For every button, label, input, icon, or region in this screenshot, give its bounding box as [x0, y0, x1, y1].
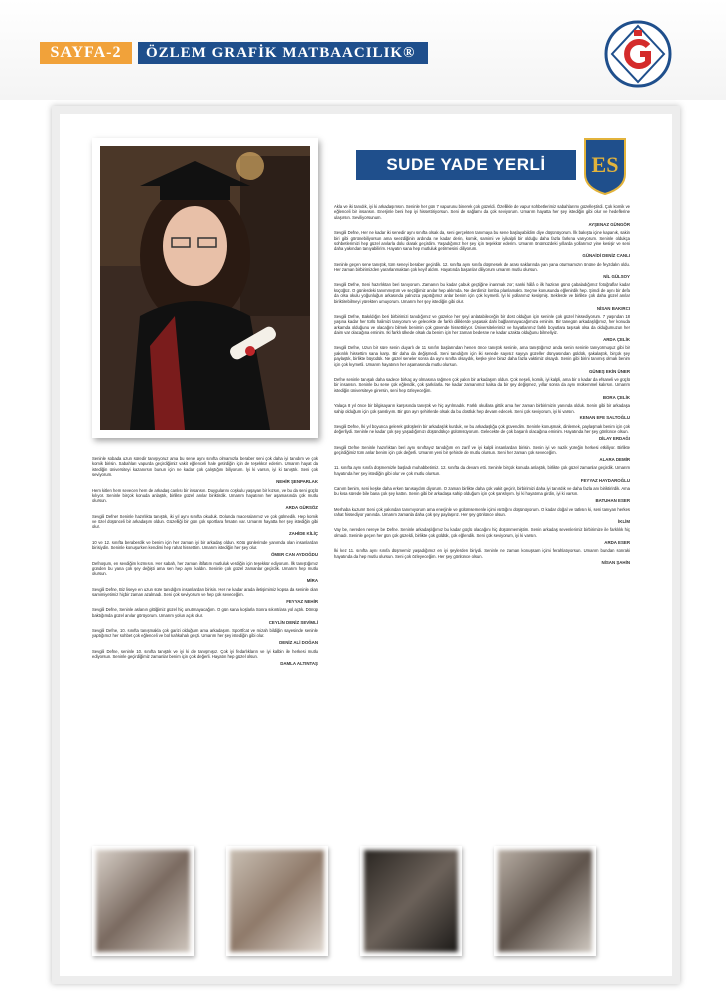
message-text: Sevgili Defne Seninle hazırlıktan beri aynı sınıftayız tanıdığım en zarif ve iyi kalpli insanlardan birisin. Senin iyi ve nazik yüreğin herkesi etkiliyor. Birlikte geçirdiğimiz tüm anlar benim için çok değerli. Umarım yeni bir şehirde de mutlu olursun. Seni her zaman çok seveceğim. — [334, 444, 630, 455]
message-signature: GÜNAİDİ DENİZ CANLI — [582, 253, 630, 259]
message-text: Sevgili Defne! Seninle hazırlıkta tanıştık, iki yıl aynı sınıfta okuduk. Dolunda maceralarımız ve çok gülmedik. Hep komik ve özel düşünceli bir arkadaşım oldun. Güzelliği bir gün çok sportlara fırsatın var. Umarım hayatta her şey istediğin gibi olur. — [92, 513, 318, 530]
messages-left-column — [92, 456, 318, 670]
message-signature: BATUHAN ESER — [595, 498, 630, 504]
brand-title: ÖZLEM GRAFİK MATBAACILIK® — [138, 42, 428, 64]
company-logo-icon — [604, 20, 672, 88]
student-photo — [92, 138, 318, 438]
message-text: Sevgili Defne, Bakıldığın beri birbirimizi tanıdığımız ve güzelce her şeyi anlatabileceğin bir dost olduğun için seninle çok güzel hissediyorum. 7 yaşından 18 yaşına kadar her türlü halimizi tanıyorum ve gelecekte de farklı diliklerde yaşasak dahi bağlanmayacağımıza eminim. Bir tanegün arkadaşlığımız, her konuda arkamda olduğunu ve olacağını bilmek benimin çok güvende hissettiriyor. Üniversitelerimiz ve hayatlarımız farklı boyutlara taşısak olsa da olduğumuzun her daim var olacağına eminim. Iki farklı ülkede olsak da benim için her zaman bedesne ne kadar uzakta olduğunu bilmeliyiz. — [334, 313, 630, 336]
message-signature: CEYLİN DENİZ SEVİMLİ — [268, 619, 318, 625]
message-text: 10 ve 12. sınıfta beraberdik ve benim için her zaman iyi bir arkadaş oldun. Kötü günlerimde yanımda olan insanlardan birisiydin. Seninle konuşurken kendimi hep rahat hissettim. Umarım istediğin her şey olur. — [92, 539, 318, 551]
message-text: Sevgili Defne, İki yıl boyunca gelerek gülüşlerin bir arkadaşlık kurduk, ve bu arkadaşlığa çok güvendim. Seninle konuşmak, dinlemek, paylaşmak benim için çok değerliydi. Seninle ne kadar çok şey yaşadığımızı düşündükçe gülümsüyorum. Gelecekte de çok başarılı olacağına eminim. Hayatında her şey gönlünce olsun. — [334, 423, 630, 435]
message-text: Yalaça 8 yıl önce bir bilgisayarın karşısında tanıştık ve hiç ayrılmadık. Farklı okullara gittik ama her zaman birbirimizin yanında olduk. Senin gibi bir arkadaşa sahip olduğum için çok şanslıyım. Bir gün ayrı şehirlerde olsak da bu dostluk hep devam edecek. Seni çok seviyorum, iyi ki varsın. — [334, 403, 630, 414]
message-signature: ALARA DEMİR — [599, 456, 630, 462]
message-signature: FEYYAZ HAYDAROĞLU — [580, 477, 630, 483]
message-text: Sevgili Defne, Biz liseye en uzun süre tanıdığım insanlardan birisin. Her ne kadar arada iletişimimiz kopsa da seninle olan samimiyetimiz hiçbir zaman azalmadı. Seni çok seviyorum ve hep çok seveceğim. — [92, 586, 318, 598]
message-signature: İKLİM — [618, 519, 630, 524]
message-text: Sevgili Defne, Uzun bir süre senin duyarlı de 11 sınıfın başlarından henen önce tanıştık seninle, ama tanıştığımız anda senin seninle tanıyormuşuz gibi bir yakınlık hissettim sana karşı. Bir daha da değişmedi. Seni tanıdığım için iki senede sayısız sayıya güzeller dünyasından güldük, şakalaştık, birçok şey paylaştık, birlikte büyüdük. Ne güzel seneler sonra da aynı sınıfta olsaydık, keşke yine biraz daha fazla vaktimiz olsaydı. Senin gibi birini tanımış olmak benim için çok kıymetli. Umarım hayatının her aşamasında mutlu olursun. — [334, 345, 630, 367]
message-signature: NİSAN BAKIRCI — [596, 305, 630, 311]
message-text: Akla ve iki tanıdık, iyi ki arkadaşımsın. Seninle her gün 7 vapurunu binerek çok güzeldi. Özellikle de vapur sohbetlerimiz sabahlarımı güzelleştirdi. Çok komik ve eğlenceli bir insansın. Enerjinle beni hep iyi hissettiriyorsun. Seni de sağlamı da çok seviyorum. Umarım hayatta her şey istediğin gibi olur ve hedeflerine ulaşırsın. Seviliyorsunum. — [334, 204, 630, 220]
message-text: Sevgili Defne, Seninle aslanın gittiğimiz güzel hiç unutmayacağım. O gün sana koşlarla Sonra sıkıntılara yol açtık. Dönüp baktığımda güzel anılar görüyorum. Umarım yolun açık olur. — [92, 607, 318, 618]
message-text: Sevgili Defne, seninle 10. sınıfta tanıştık ve iyi ki de tanışmışız. Çok iyi fedarlıkların ve iyi kalbin ile herkesi mutlu ediyorsun. Seninle geçirdiğimiz zamanlar benim için çok değerli. Hayatın hep güzel olsun. — [92, 648, 318, 660]
message-text: Vay be, nereden nereye be Defne. Seninle arkadaşlığımız bu kadar güçlü olacağını hiç düşünmemiştim. Senin arkadaş sevenlerimiz birbirimize ile farklılık hiç olmadı. Seninle geçen her gün çok güzeldi, birlikte çok güldük, çok eğlendik. Seni çok seviyorum, iyi ki varsın. — [334, 527, 630, 538]
message-signature: AYŞENAZ GÜNGÖR — [588, 221, 630, 227]
thumbnail-photo — [226, 846, 328, 956]
message-signature: DAMLA ALTINTAŞ — [280, 661, 318, 667]
messages-right-column — [334, 204, 630, 569]
message-signature: FEYYAZ NEHİR — [286, 598, 318, 604]
student-name-banner: SUDE YADE YERLİ — [356, 150, 576, 180]
message-text: 11. sınıfta aynı sınıfa düşmemizle başladı muhabbetimiz. 12. sınıfta da devam etti. Seninle birçok konuda anlaştık, birlikte çok güzel zamanlar geçirdik. Umarım hayatında her şey istediğin gibi olur ve çok mutlu olursun. — [334, 465, 630, 476]
message-signature: DENİZ ALİ DOĞAN — [279, 640, 318, 646]
thumbnail-photo — [360, 846, 462, 956]
message-signature: GÜNEŞ EKİN ÜNER — [589, 368, 630, 374]
message-text: Defnoşum, en sevdiğim kızmısın. Her sabah, her zaman iltifatım mutluluk verdiğin için teşekkür ediyorum. İlk tanıştığımız günden bu yana çok şey değişti ama sen hep aynı kaldın. Seninle çok güzel zamanlar geçirdik. Umarım hep mutlu olursun. — [92, 560, 318, 577]
message-text: Sevgili Defne, Seni hazırlıktan beri tanıyorum. Zamanın bu kadar çabuk geçtiğine inanmak zor; sanki hâlâ o ilk haziran günü çabaladığımız fotoğraflar kadar küçüğüz. O günlerdeki tanımmıştım ve seçtiğimiz anılar hep aklımda. Ne derdimiz lomba planlamaktı. Seçme konusunda eğlenirdik hep. Şimdi de aynı bir defa da olsa okulu yoğunluğun arkasında yalnızca yapıtığımız anlar benim için çok kıymetli. İyi ki yollarımız kesişmiş. Seklerde ve birlikte çok daha güzel anılar biriktirebilmeyi yürekten umuyorum. Umarım her şey istediğin gibi olur. — [334, 282, 630, 304]
message-text: Sevgili Defne, Her ne kadar iki senedir aynı sınıfta olsak da, seni gerçekten tanımaya bu sene başlayabildim diye düşünüyorum. İlk bakışta içine kapanık, sakin biri gibi görünebiliyorsun ama seezdiğinin ardında ne kadar derin, komik, samimi ve iyikalpli bir olduğu daha fazla farkına varıyorum. Seninle oldukça sohbetlerimizi hep güzel anılarla dolu olarak geçirdim. Yaşadığımız her şey için teşekkür ederim. Umarım önümüzdeki yıllarda yollarımız yine kesişir ve seni daha yakından tanıyabilirim. Hayatın sana hep mutluluk getirmesini diliyorum. — [334, 230, 630, 252]
message-signature: NİSAN ŞAHİN — [601, 560, 630, 566]
message-signature: ZAHİDE KİLİÇ — [288, 531, 318, 537]
message-signature: NİL GÜLSOY — [603, 273, 630, 279]
school-crest-icon — [582, 136, 628, 196]
message-signature: ARDA ÇELİK — [603, 337, 630, 343]
message-signature: ARDA GÜRSÖZ — [285, 505, 318, 511]
message-signature: MİRA — [306, 578, 318, 584]
message-signature: DİLAY ERDAĞI — [599, 436, 630, 442]
message-text: Hem kitlen hem sevecen hem de arkadaş canlısı bir insansın. Duygularını coşkulu yaşayan bir kızsın, ve bu da seni güçlü kılıyor. Seninle birçok konuda anlaştık, birlikte güzel anılar biriktirdik. Umarım hayatının her aşamasında çok mutlu olursun. — [92, 487, 318, 504]
message-text: Seninle geçen sene tanıştık, tüm seneyi beraber geçirdik. 12. sınıfta aynı sınıfa düşmesek de arası saklarında yan yana oturmamızın önüne de feyzdalın oldu. Her zaman birbirimizden yararlanmaktan çok keyif aldım. Hayatında başarılar diliyorum umarım mutlu olursun. — [334, 261, 630, 273]
page-label: SAYFA-2 — [40, 42, 132, 64]
message-signature: KENAN EFE SALTOĞLU — [579, 415, 630, 421]
thumbnail-photo — [494, 846, 596, 956]
message-text: Defne seninle tanışalı daha sadece birkaç ay olmasına rağmen çok yakın bir arkadaşım oldun. Çok neşeli, komik, iyi kalpli, ama bir o kadar da efsaneli ve güçlü bir insansın. Seninle bu sene çok eğlendik, çok şarkılarla. Ne kadar zamanımız kalsa da bir şey değişmez, yıllar sonra da aynı mükemmel kalırsın. Umarım istediğin üniversiteye girersin, seni hep özleyeceğim. — [334, 376, 630, 393]
message-signature: ÖMER CAN AYDOĞDU — [271, 552, 318, 558]
thumbnail-photo — [92, 846, 194, 956]
message-signature: ARDA ESER — [604, 539, 630, 545]
message-text: Sevgili Defne, 10. sınıfta tanışmakla çok garizi olduğum ama arkadaşım. Sportfcat ve mizah bildiğin sayesinde seninle yaptığımız her sohbet çok eğlenceli ve bol kahkahalı geçti. Umarım her şey istediğin gibi olur. — [92, 628, 318, 639]
svg-text:ES: ES — [591, 152, 619, 177]
message-text: İki kez 11. sınıfta aynı sınıfa düşmemiz yaşadığımız en iyi şeylerden biriydi. Seninle ne zaman konuşsam içimi ferahlatıyorsun. Umarım bundan sonraki hayatında da hep mutlu olursun. Seni çok özleyeceğim. Her şey gönlünce olsun. — [334, 548, 630, 559]
message-text: Canım benim, seni keşke daha erken tanısaydım diyorum. O zaman birlikte daha çok vakit geçirir, birbirimizi daha iyi tanırdık ve daha fazla anı biriktirirdik. Ama bu kısa sürede bile bana çok şey kattın. Senin gibi bir arkadaşa sahip olduğum için çok şanslıyım. İyi ki hayatıma girdin, iyi ki varsın. — [334, 485, 630, 497]
message-text: Merhaba kuzum! Seni çok yakından tanımıyorum ama enerjinle ve gülümsemenle içimi ısıttığını düşünüyorum. O kadar doğal ve tatlısın ki, seni tanıyan herkes rahat hissediyor yanında. Umarım zamanla daha çok şey paylaşırız. Her şey gönlünce olsun. — [334, 506, 630, 518]
message-signature: NEHİR ŞENPARLAK — [276, 479, 318, 485]
message-signature: BORA ÇELİK — [602, 394, 630, 400]
message-text: Seninle sobada uzun süredir tanışıyoruz ama bu sene aynı sınıfta olmamızla beraber seni çok daha iyi tanıdım ve çok komik birisin. Sabahları vapurda geçirdiğimiz vakit eğlenceli hale getirdiğin için de teşekkür ederim. Umarım hayat da istediğin üniversiteyi kazanırsın bunun için ne kadar çok çalıştığını biliyorum. İyi ki varsın, iyi ki tanıştık. Seni çok seviyorum. — [92, 456, 318, 478]
